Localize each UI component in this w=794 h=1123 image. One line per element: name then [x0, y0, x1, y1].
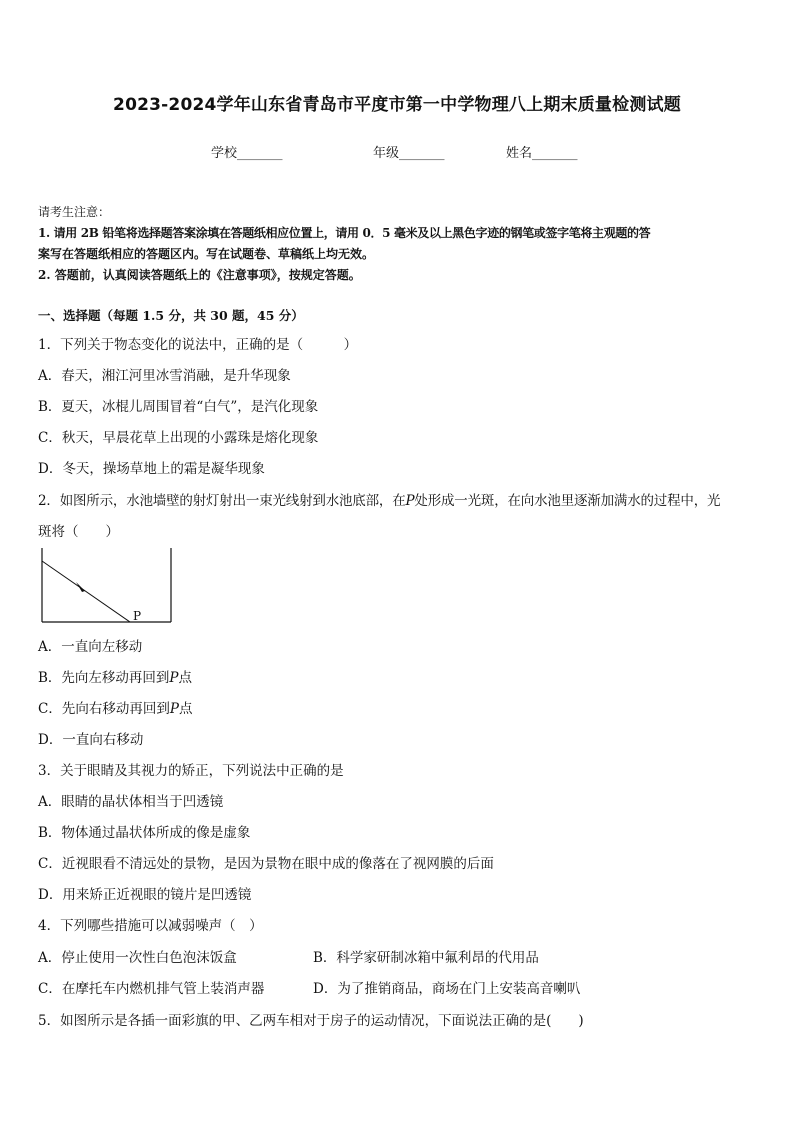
q4-option-b: B．科学家研制冰箱中氟利昂的代用品 — [313, 950, 539, 966]
q2-option-c — [38, 697, 192, 717]
q3-option-b: B．物体通过晶状体所成的像是虚象 — [38, 825, 251, 841]
q1-option-b: B．夏天，冰棍儿周围冒着“白气”，是汽化现象 — [38, 399, 319, 415]
q3-option-a: A．眼睛的晶状体相当于凹透镜 — [38, 794, 224, 810]
q1-stem: 1．下列关于物态变化的说法中，正确的是（ ） — [38, 337, 358, 353]
grade-field: 年级_______ — [373, 146, 445, 161]
q1-option-d: D．冬天，操场草地上的霜是凝华现象 — [38, 461, 265, 477]
notice-item-1-line-1: 1. 请用 2B 铅笔将选择题答案涂填在答题纸相应位置上，请用 0．5 毫米及以上黑色字迹的钢笔或签字笔将主观题的答 — [38, 226, 651, 240]
light-ray — [42, 561, 130, 622]
q2-stem-post: 处形成一光斑，在向水池里逐渐加满水的过程中，光 — [414, 493, 721, 509]
notice-item-2: 2. 答题前，认真阅读答题纸上的《注意事项》，按规定答题。 — [38, 268, 361, 282]
page-title: 2023-2024学年山东省青岛市平度市第一中学物理八上期末质量检测试题 — [113, 95, 681, 115]
q4-stem: 4．下列哪些措施可以减弱噪声（ ） — [38, 918, 263, 934]
notice-heading: 请考生注意： — [38, 205, 111, 219]
q4-option-c: C．在摩托车内燃机排气管上装消声器 — [38, 981, 265, 997]
q2-option-b-pre: B．先向左移动再回到 — [38, 670, 170, 686]
q2-stem-line-2: 斑将（ ） — [38, 524, 119, 540]
name-field: 姓名_______ — [506, 146, 578, 161]
section-heading: 一、选择题（每题 1.5 分，共 30 题，45 分） — [38, 308, 304, 323]
point-p-label: P — [133, 609, 142, 623]
q2-option-b-post: 点 — [178, 670, 193, 686]
q2-stem-line-1 — [38, 489, 720, 509]
q2-option-c-p: P — [169, 701, 179, 717]
q2-stem-p: P — [405, 493, 415, 509]
q2-option-a: A．一直向左移动 — [38, 639, 143, 655]
q2-option-b-p: P — [169, 670, 179, 686]
q5-stem: 5．如图所示是各插一面彩旗的甲、乙两车相对于房子的运动情况，下面说法正确的是( ) — [38, 1013, 584, 1029]
q1-option-c: C．秋天，早晨花草上出现的小露珠是熔化现象 — [38, 430, 319, 446]
q2-option-b — [38, 666, 192, 686]
q4-option-d: D．为了推销商品，商场在门上安装高音喇叭 — [313, 981, 581, 997]
notice-item-1-line-2: 案写在答题纸相应的答题区内。写在试题卷、草稿纸上均无效。 — [38, 247, 375, 261]
ray-arrow-icon — [76, 582, 85, 592]
q3-option-d: D．用来矫正近视眼的镜片是凹透镜 — [38, 887, 252, 903]
q2-option-c-post: 点 — [178, 701, 193, 717]
pool-light-diagram — [38, 548, 178, 626]
q4-option-a: A．停止使用一次性白色泡沫饭盒 — [38, 950, 237, 966]
q1-option-a: A．春天，湘江河里冰雪消融，是升华现象 — [38, 368, 291, 384]
q3-option-c: C．近视眼看不清远处的景物，是因为景物在眼中成的像落在了视网膜的后面 — [38, 856, 494, 872]
q2-option-d: D．一直向右移动 — [38, 732, 144, 748]
q3-stem: 3．关于眼睛及其视力的矫正，下列说法中正确的是 — [38, 763, 344, 779]
q2-stem-pre: 2．如图所示，水池墙壁的射灯射出一束光线射到水池底部，在 — [38, 493, 406, 509]
school-field: 学校_______ — [211, 146, 283, 161]
q2-option-c-pre: C．先向右移动再回到 — [38, 701, 170, 717]
